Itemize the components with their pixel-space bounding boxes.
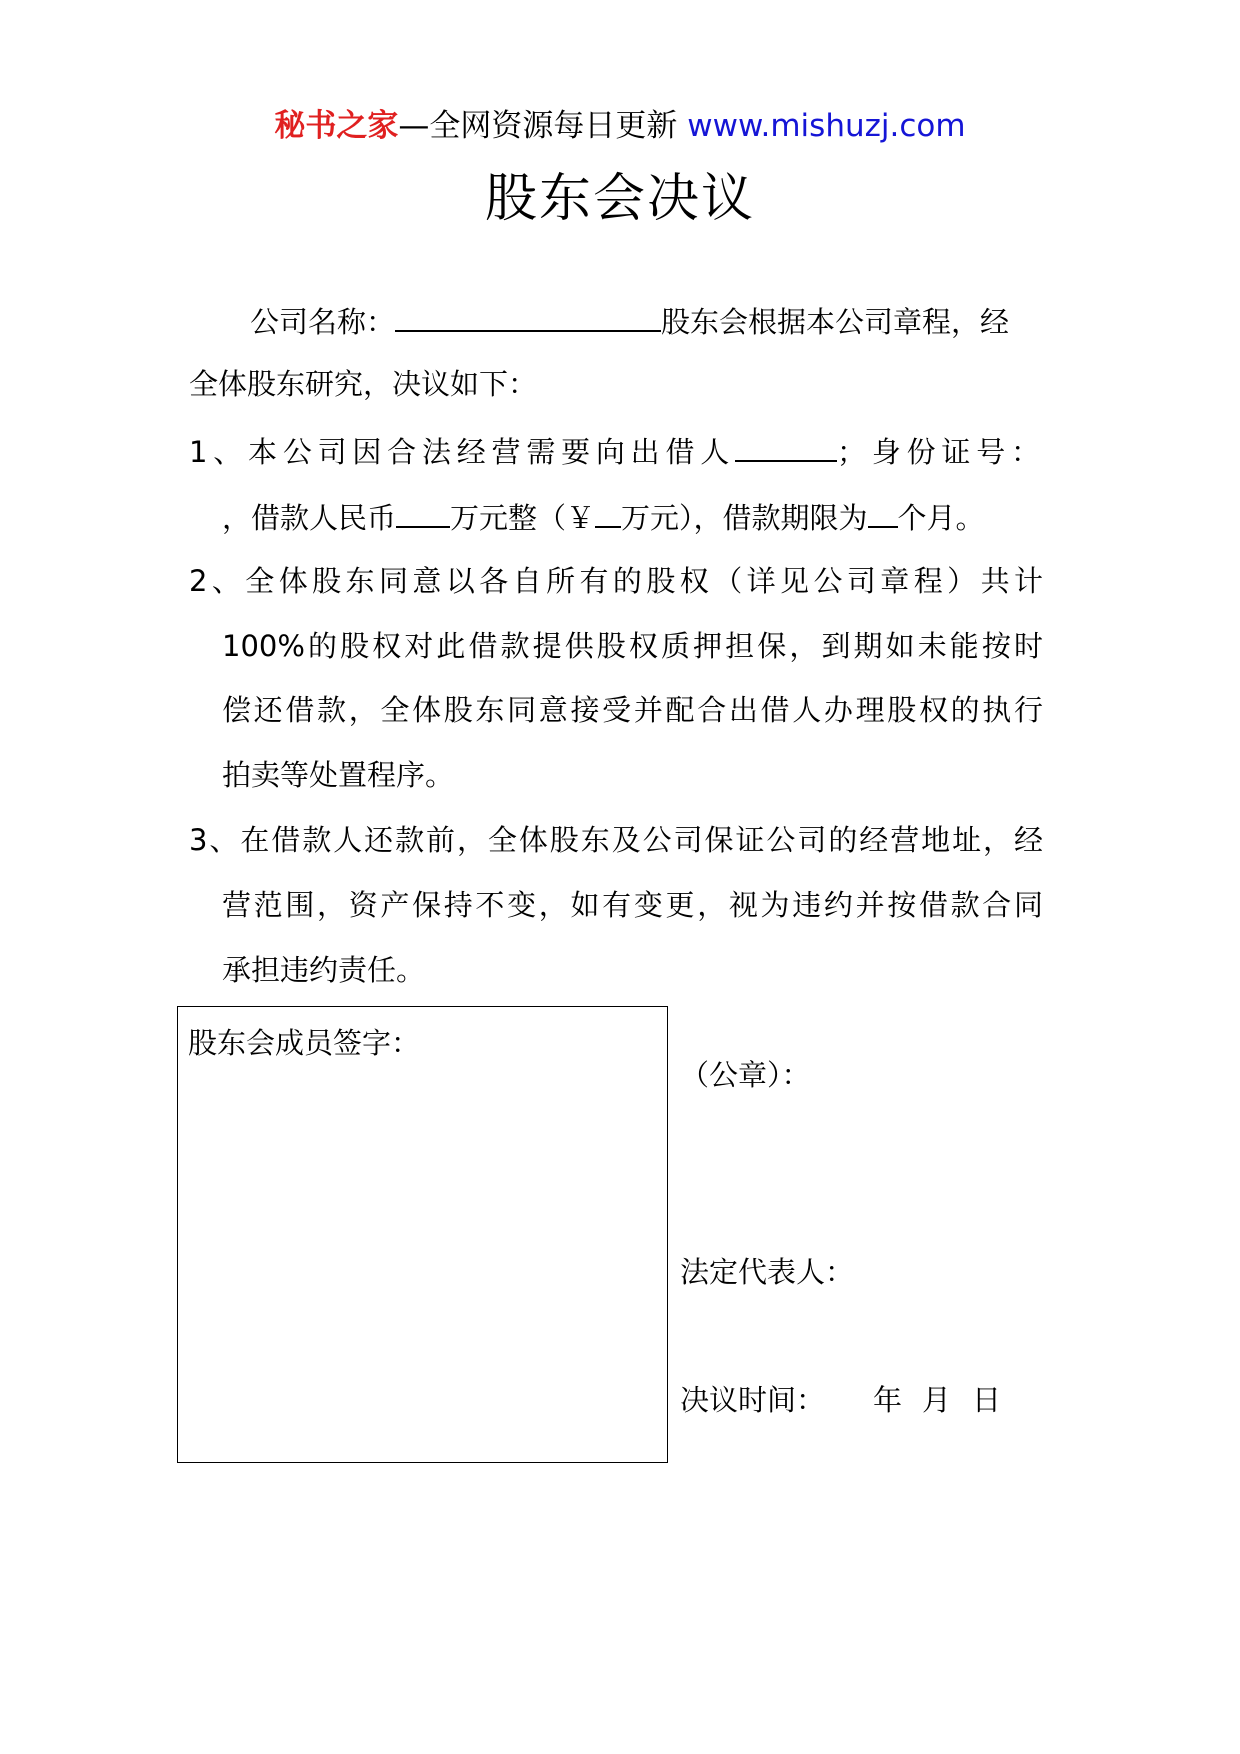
company-name-line bbox=[250, 300, 1009, 342]
date-day-label: 日 bbox=[972, 1383, 1002, 1417]
header-tagline: —全网资源每日更新 bbox=[398, 108, 678, 144]
site-url-link[interactable]: www.mishuzj.com bbox=[687, 108, 966, 144]
loan-term-blank[interactable] bbox=[868, 496, 898, 528]
document-title: 股东会决议 bbox=[484, 169, 755, 229]
brand-name: 秘书之家 bbox=[274, 108, 399, 144]
item1-line2-a: ，借款人民币 bbox=[222, 501, 397, 535]
item2-line-2: 100%的股权对此借款提供股权质押担保，到期如未能按时 bbox=[222, 629, 1043, 663]
loan-amount-blank[interactable] bbox=[396, 496, 450, 528]
loan-amount-figure-blank[interactable] bbox=[595, 496, 621, 528]
item1-line2-b: 万元整（￥ bbox=[450, 501, 596, 535]
date-year-label: 年 bbox=[873, 1383, 903, 1417]
shareholder-signature-box[interactable] bbox=[177, 1006, 668, 1463]
item3-line-2: 营范围，资产保持不变，如有变更，视为违约并按借款合同 bbox=[222, 888, 1043, 922]
item1-line2-c: 万元），借款期限为 bbox=[621, 501, 868, 535]
item1-line2-d: 个月。 bbox=[897, 501, 985, 535]
company-name-label: 公司名称： bbox=[250, 305, 396, 339]
members-signature-label: 股东会成员签字： bbox=[188, 1026, 421, 1060]
resolution-date-label: 决议时间： bbox=[680, 1383, 826, 1417]
company-name-blank[interactable] bbox=[395, 300, 661, 332]
item3-line-1: 3、在借款人还款前，全体股东及公司保证公司的经营地址，经 bbox=[189, 823, 1043, 857]
item2-line-1: 2、全体股东同意以各自所有的股权（详见公司章程）共计 bbox=[189, 564, 1043, 598]
company-name-tail: 股东会根据本公司章程，经 bbox=[661, 305, 1010, 339]
intro-line-2: 全体股东研究，决议如下： bbox=[189, 367, 538, 401]
date-month-label: 月 bbox=[922, 1383, 952, 1417]
item1-line-1 bbox=[189, 430, 1043, 472]
item1-text-b: ；身份证号： bbox=[837, 435, 1043, 469]
company-seal-label: （公章）： bbox=[680, 1058, 811, 1092]
lender-name-blank[interactable] bbox=[735, 430, 837, 462]
item1-text-a: 、本公司因合法经营需要向出借人 bbox=[210, 435, 736, 469]
item1-line-2 bbox=[222, 496, 985, 538]
item2-line-4: 拍卖等处置程序。 bbox=[222, 758, 455, 792]
legal-representative-label: 法定代表人： bbox=[680, 1255, 855, 1289]
item1-number: 1 bbox=[189, 435, 211, 469]
item3-line-3: 承担违约责任。 bbox=[222, 953, 426, 987]
item2-line-3: 偿还借款，全体股东同意接受并配合出借人办理股权的执行 bbox=[222, 693, 1043, 727]
site-header bbox=[0, 100, 1240, 145]
